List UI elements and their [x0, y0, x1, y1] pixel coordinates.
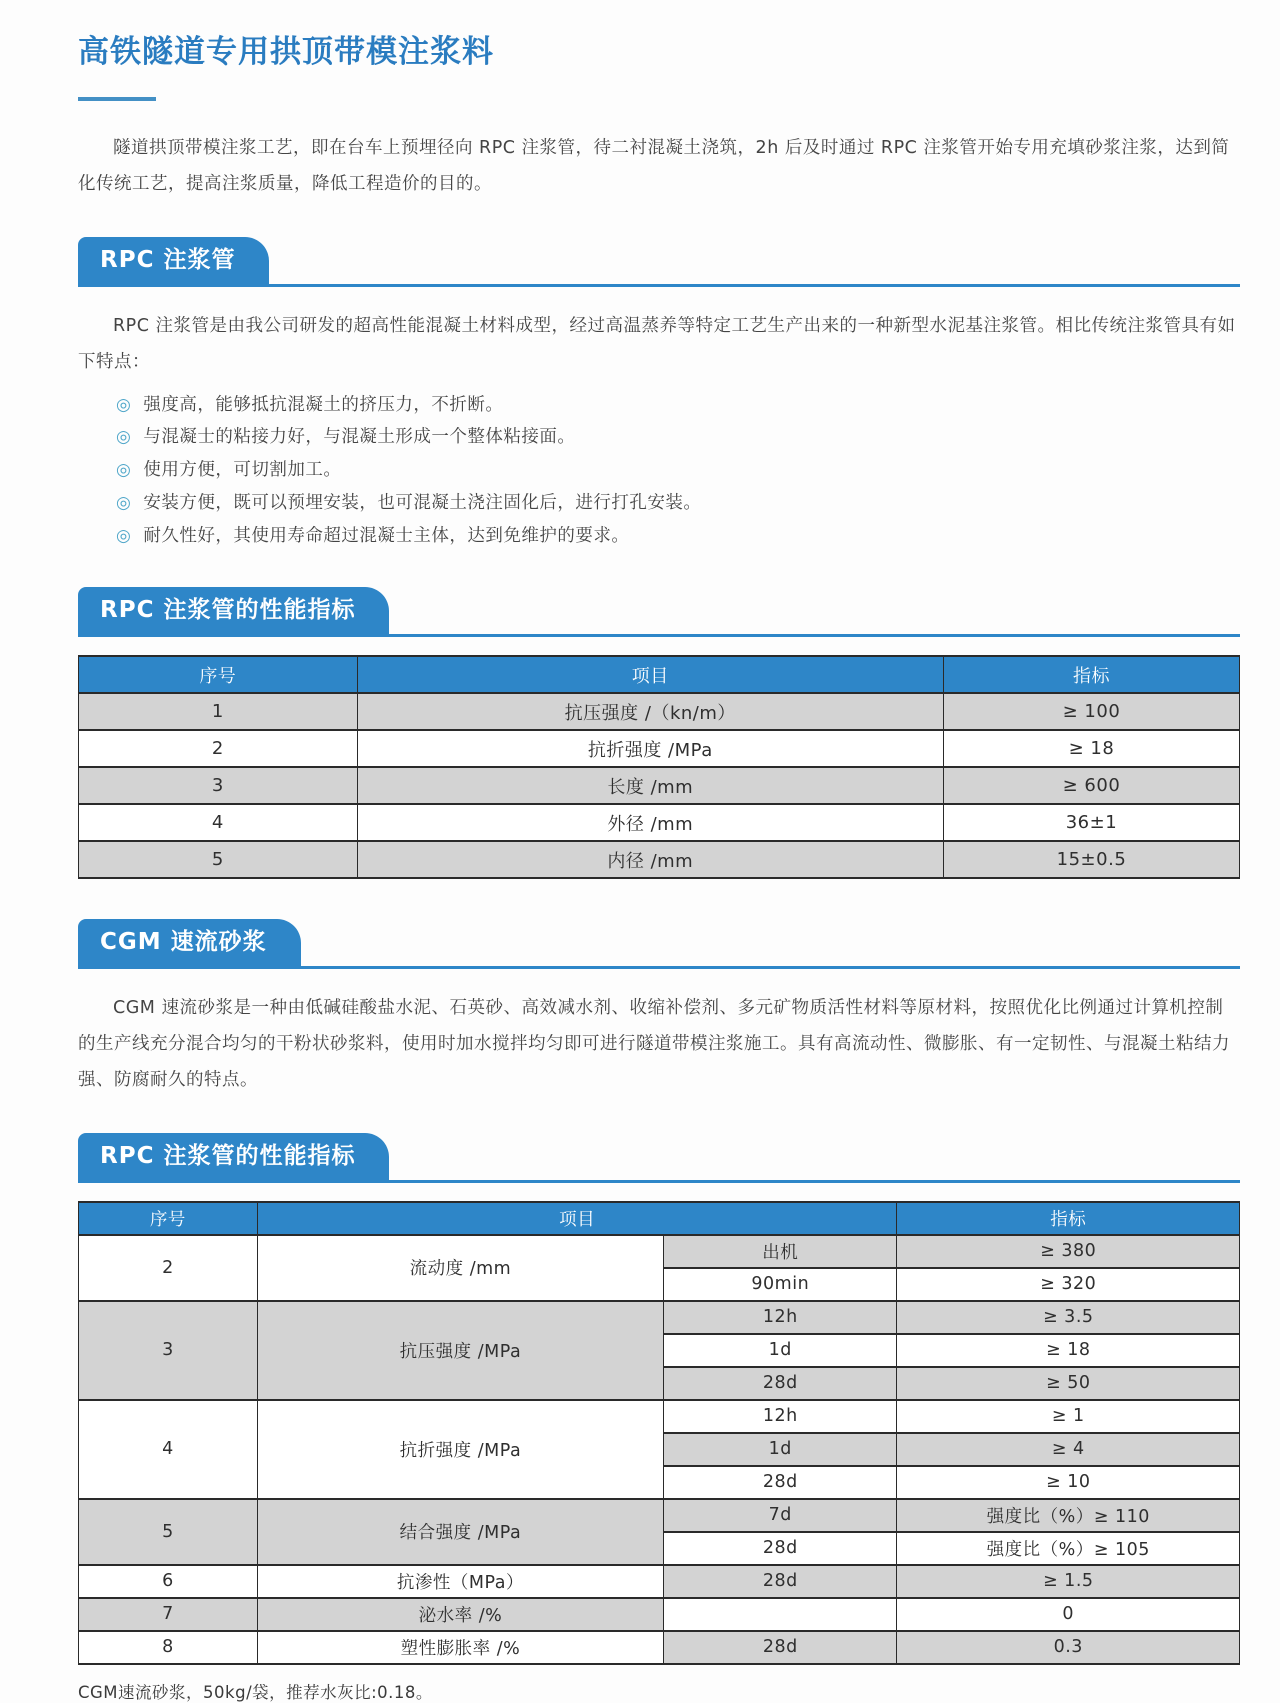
list-item-text: 与混凝士的粘接力好，与混凝土形成一个整体粘接面。	[143, 427, 576, 448]
list-item-text: 强度高，能够抵抗混凝土的挤压力，不折断。	[143, 394, 504, 415]
cell-spec: 0	[897, 1598, 1240, 1631]
circle-bullet-icon: ◎	[116, 526, 132, 547]
cell-no: 1	[79, 693, 358, 730]
rpc-performance-table	[78, 655, 1240, 879]
section-heading: CGM 速流砂浆	[78, 919, 301, 966]
cell-item: 抗渗性（MPa）	[257, 1565, 663, 1598]
cell-item: 流动度 /mm	[257, 1235, 663, 1301]
cell-condition: 12h	[664, 1400, 897, 1433]
section-banner-rpc-pipe	[78, 237, 1240, 287]
title-underline	[78, 97, 156, 101]
column-header-no: 序号	[79, 656, 358, 693]
list-item	[116, 454, 1240, 487]
circle-bullet-icon: ◎	[116, 460, 132, 481]
section-heading: RPC 注浆管的性能指标	[78, 1133, 389, 1180]
column-header-spec: 指标	[897, 1202, 1240, 1235]
cell-condition: 28d	[664, 1532, 897, 1565]
cell-no: 2	[79, 730, 358, 767]
cell-spec: ≥ 50	[897, 1367, 1240, 1400]
cell-spec: ≥ 3.5	[897, 1301, 1240, 1334]
section-banner-cgm-table	[78, 1133, 1240, 1183]
cell-no: 4	[79, 1400, 258, 1499]
cell-condition: 28d	[664, 1466, 897, 1499]
cell-item: 结合强度 /MPa	[257, 1499, 663, 1565]
section-heading: RPC 注浆管的性能指标	[78, 587, 389, 634]
cell-condition: 28d	[664, 1367, 897, 1400]
table-row	[79, 804, 1240, 841]
cgm-performance-table	[78, 1201, 1240, 1665]
page-title: 高铁隧道专用拱顶带模注浆料	[78, 34, 494, 70]
circle-bullet-icon: ◎	[116, 394, 132, 415]
table-header-row	[79, 1202, 1240, 1235]
table-row	[79, 1565, 1240, 1598]
cell-condition	[664, 1598, 897, 1631]
column-header-item: 项目	[257, 1202, 897, 1235]
circle-bullet-icon: ◎	[116, 427, 132, 448]
cell-condition: 1d	[664, 1334, 897, 1367]
cell-condition: 7d	[664, 1499, 897, 1532]
cell-spec: 强度比（%）≥ 110	[897, 1499, 1240, 1532]
list-item-text: 使用方便，可切割加工。	[143, 460, 342, 481]
table-footnote: CGM速流砂浆，50kg/袋，推荐水灰比:0.18。	[78, 1682, 433, 1702]
cell-spec: 15±0.5	[943, 841, 1239, 878]
table-row	[79, 1235, 1240, 1268]
cell-spec: 强度比（%）≥ 105	[897, 1532, 1240, 1565]
cell-no: 8	[79, 1631, 258, 1664]
table-row	[79, 693, 1240, 730]
cell-item: 抗压强度 /MPa	[257, 1301, 663, 1400]
list-item-text: 耐久性好，其使用寿命超过混凝士主体，达到免维护的要求。	[143, 526, 630, 547]
table-row	[79, 841, 1240, 878]
list-item	[116, 520, 1240, 553]
cell-item: 内径 /mm	[357, 841, 943, 878]
table-row	[79, 1499, 1240, 1532]
cell-condition: 28d	[664, 1631, 897, 1664]
cell-spec: ≥ 1	[897, 1400, 1240, 1433]
cell-no: 3	[79, 767, 358, 804]
cell-item: 外径 /mm	[357, 804, 943, 841]
section-heading: RPC 注浆管	[78, 237, 269, 284]
cell-no: 5	[79, 1499, 258, 1565]
cell-spec: 0.3	[897, 1631, 1240, 1664]
cell-item: 抗压强度 /（kn/m）	[357, 693, 943, 730]
cell-item: 长度 /mm	[357, 767, 943, 804]
cell-no: 2	[79, 1235, 258, 1301]
cell-spec: ≥ 18	[943, 730, 1239, 767]
column-header-spec: 指标	[943, 656, 1239, 693]
list-item	[116, 487, 1240, 520]
cell-item: 抗折强度 /MPa	[357, 730, 943, 767]
cgm-intro-paragraph: CGM 速流砂浆是一种由低碱硅酸盐水泥、石英砂、高效减水剂、收缩补偿剂、多元矿物质活性材料等原材料，按照优化比例通过计算机控制的生产线充分混合均匀的干粉状砂浆料，使用时加水搅拌均匀即可进行隧道带模注浆施工。具有高流动性、微膨胀、有一定韧性、与混凝土粘结力强、防腐耐久的特点。	[78, 998, 1230, 1091]
cell-spec: 36±1	[943, 804, 1239, 841]
cell-no: 5	[79, 841, 358, 878]
column-header-item: 项目	[357, 656, 943, 693]
cell-no: 7	[79, 1598, 258, 1631]
cell-item: 泌水率 /%	[257, 1598, 663, 1631]
cell-spec: ≥ 600	[943, 767, 1239, 804]
cell-no: 6	[79, 1565, 258, 1598]
cell-condition: 28d	[664, 1565, 897, 1598]
cell-item: 塑性膨胀率 /%	[257, 1631, 663, 1664]
list-item	[116, 389, 1240, 422]
circle-bullet-icon: ◎	[116, 493, 132, 514]
table-row	[79, 767, 1240, 804]
cell-condition: 90min	[664, 1268, 897, 1301]
table-header-row	[79, 656, 1240, 693]
cell-no: 4	[79, 804, 358, 841]
cell-spec: ≥ 4	[897, 1433, 1240, 1466]
cell-spec: ≥ 380	[897, 1235, 1240, 1268]
cell-no: 3	[79, 1301, 258, 1400]
list-item	[116, 421, 1240, 454]
rpc-feature-list	[78, 389, 1240, 554]
cell-condition: 12h	[664, 1301, 897, 1334]
cell-spec: ≥ 18	[897, 1334, 1240, 1367]
cell-spec: ≥ 100	[943, 693, 1239, 730]
table-row	[79, 730, 1240, 767]
list-item-text: 安装方便，既可以预埋安装，也可混凝土浇注固化后，进行打孔安装。	[143, 493, 702, 514]
cell-spec: ≥ 1.5	[897, 1565, 1240, 1598]
table-row	[79, 1598, 1240, 1631]
section-banner-rpc-table	[78, 587, 1240, 637]
cell-spec: ≥ 10	[897, 1466, 1240, 1499]
section-banner-cgm	[78, 919, 1240, 969]
cell-condition: 1d	[664, 1433, 897, 1466]
column-header-no: 序号	[79, 1202, 258, 1235]
table-row	[79, 1400, 1240, 1433]
cell-condition: 出机	[664, 1235, 897, 1268]
cell-spec: ≥ 320	[897, 1268, 1240, 1301]
cell-item: 抗折强度 /MPa	[257, 1400, 663, 1499]
table-row	[79, 1631, 1240, 1664]
table-row	[79, 1301, 1240, 1334]
rpc-intro-paragraph: RPC 注浆管是由我公司研发的超高性能混凝土材料成型，经过高温蒸养等特定工艺生产出来的一种新型水泥基注浆管。相比传统注浆管具有如下特点：	[78, 315, 1236, 372]
intro-paragraph: 隧道拱顶带模注浆工艺，即在台车上预埋径向 RPC 注浆管，待二衬混凝土浇筑，2h 后及时通过 RPC 注浆管开始专用充填砂浆注浆，达到简化传统工艺，提高注浆质量，降低工程造价的目的。	[78, 138, 1230, 194]
